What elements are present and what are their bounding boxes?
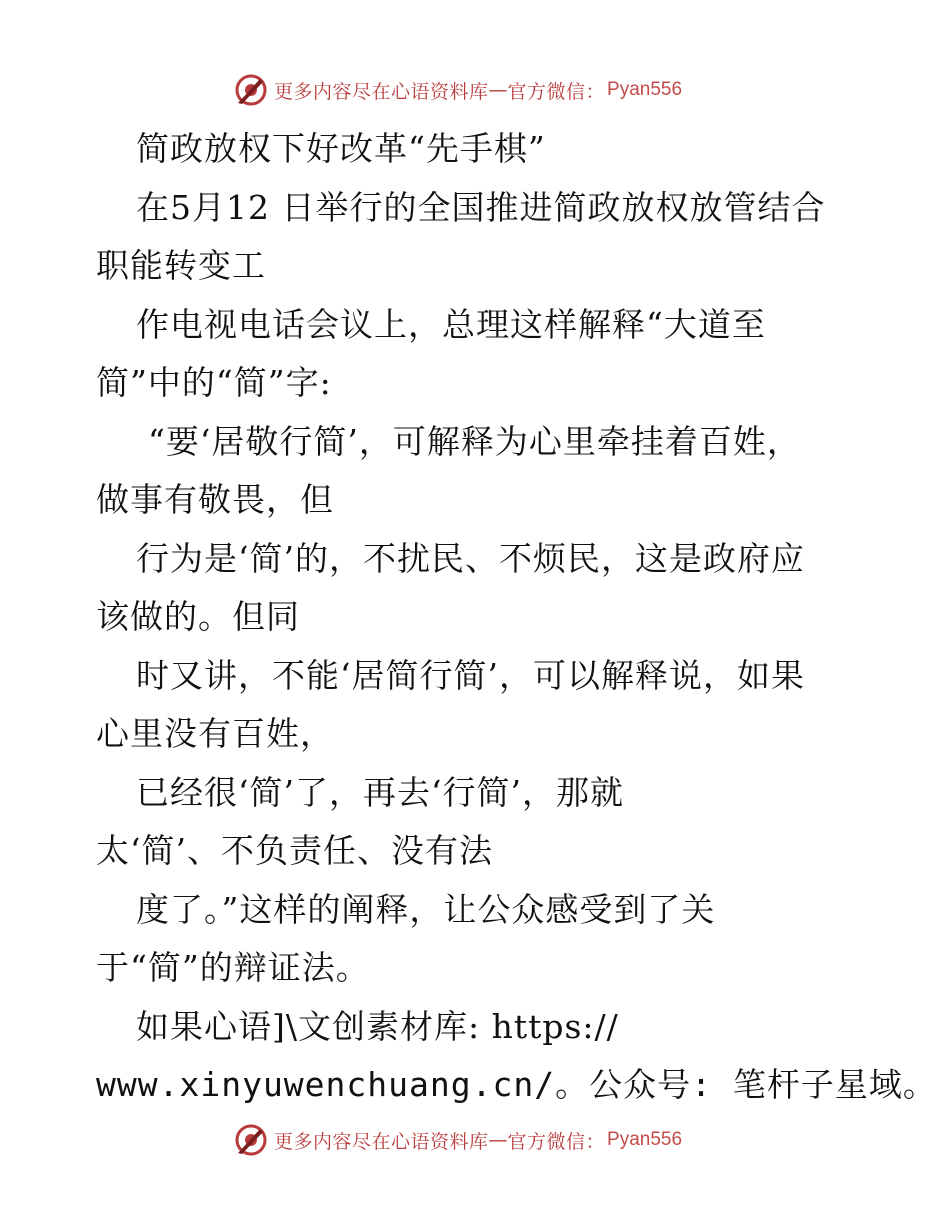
paragraph-line: www.xinyuwenchuang.cn/。公众号: 笔杆子星域。 [96, 1065, 937, 1104]
document-body [96, 120, 937, 1115]
paragraph-line: 简”中的“简”字: [96, 363, 332, 402]
watermark-text: 更多内容尽在心语资料库 [274, 1130, 489, 1153]
watermark-label: 官方微信： [507, 1130, 606, 1153]
paragraph-line: 已经很‘简’了，再去‘行简’，那就 [136, 772, 624, 812]
watermark-id: Pyan556 [607, 1129, 683, 1150]
header-watermark [234, 72, 682, 108]
footer-watermark [234, 1122, 682, 1158]
paragraph-line: 太‘简’、不负责任、没有法 [96, 831, 493, 870]
document-title: 简政放权下好改革“先手棋” [136, 129, 546, 168]
watermark-label: 官方微信： [507, 80, 606, 103]
paragraph-line: 在5月12 日举行的全国推进简政放权放管结合 [136, 187, 826, 227]
paragraph-line: 行为是‘简’的，不扰民、不烦民，这是政府应 [136, 538, 805, 578]
watermark-separator: — [488, 1129, 508, 1151]
watermark-text: 更多内容尽在心语资料库 [274, 80, 489, 103]
paragraph-line: 如果心语]\文创素材库: https:// [136, 1006, 619, 1046]
paragraph-line: 度了。”这样的阐释，让公众感受到了关 [136, 889, 716, 929]
watermark-id: Pyan556 [607, 79, 683, 100]
watermark-separator: — [488, 79, 508, 101]
paragraph-line: “要‘居敬行简’，可解释为心里牵挂着百姓， [148, 421, 801, 461]
paragraph-line: 做事有敬畏，但 [96, 480, 334, 519]
quill-logo-icon [234, 73, 268, 107]
paragraph-line: 时又讲，不能‘居简行简’，可以解释说，如果 [136, 655, 805, 695]
paragraph-line: 该做的。但同 [96, 597, 300, 636]
paragraph-line: 心里没有百姓， [96, 714, 334, 753]
paragraph-line: 作电视电话会议上，总理这样解释“大道至 [136, 304, 766, 344]
paragraph-line: 职能转变工 [96, 246, 266, 285]
quill-logo-icon [234, 1123, 268, 1157]
paragraph-line: 于“简”的辩证法。 [96, 948, 370, 987]
